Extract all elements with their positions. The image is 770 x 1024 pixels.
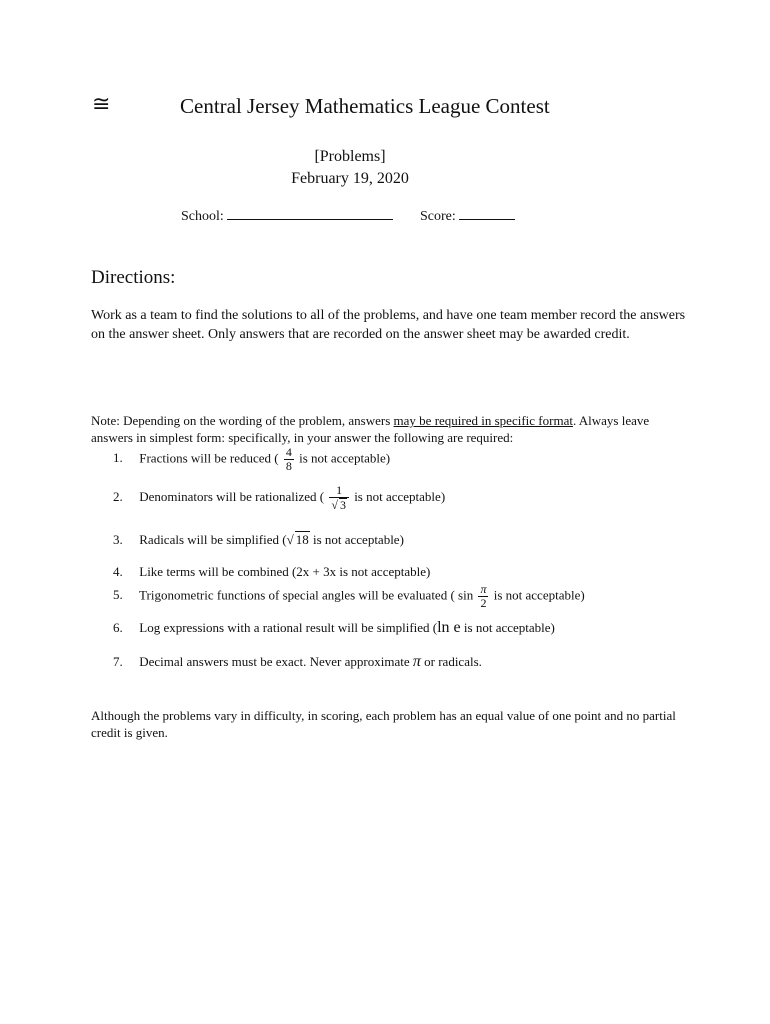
radical: √ 18 — [286, 532, 309, 547]
rule-text: Like terms will be combined (2x + 3x is not acceptable) — [139, 564, 431, 579]
rule-text: is not acceptable) — [299, 450, 391, 466]
pi-symbol: π — [412, 653, 421, 670]
congruence-symbol: ≅ — [92, 92, 111, 117]
rule-item — [113, 531, 404, 548]
fraction — [284, 446, 294, 473]
radicand: 3 — [339, 498, 346, 512]
fraction-denominator: √ 3 — [331, 498, 346, 512]
fraction-numerator: π — [480, 582, 487, 596]
rule-number: 1. — [113, 450, 123, 466]
school-label: School: — [181, 209, 224, 224]
fraction — [478, 583, 488, 610]
rule-number: 2. — [113, 488, 123, 504]
rule-text: is not acceptable) — [493, 587, 585, 603]
directions-intro: Work as a team to find the solutions to all of the problems, and have one team member record the answers on the answer sheet. Only answers that are recorded on the answer sheet may be awarded credit. — [91, 308, 686, 342]
trig-function: sin — [458, 587, 474, 603]
rule-item — [113, 446, 390, 473]
rule-text: Trigonometric functions of special angles will be evaluated ( — [139, 587, 455, 603]
rule-text: is not acceptable) — [460, 620, 555, 635]
fraction-numerator: 4 — [285, 445, 292, 459]
rule-text: is not acceptable) — [354, 488, 446, 504]
rule-text: Decimal answers must be exact. Never approximate — [139, 654, 413, 669]
rule-number: 3. — [113, 532, 123, 547]
fraction-numerator: 1 — [329, 484, 349, 498]
rule-item — [113, 619, 555, 637]
score-field[interactable] — [420, 207, 515, 225]
note-paragraph — [91, 412, 691, 446]
radicand: 18 — [295, 532, 309, 547]
score-blank[interactable] — [459, 207, 515, 220]
rule-text: Denominators will be rationalized ( — [139, 488, 325, 504]
school-blank[interactable] — [227, 207, 393, 220]
score-label: Score: — [420, 209, 456, 224]
fraction-denominator: 2 — [480, 596, 487, 610]
rule-item — [113, 484, 445, 512]
subtitle: [Problems] — [314, 148, 386, 165]
rule-text: Fractions will be reduced ( — [139, 450, 279, 466]
rule-item — [113, 564, 430, 580]
directions-heading: Directions: — [91, 267, 176, 288]
rule-text: Log expressions with a rational result will be simplified ( — [139, 620, 438, 635]
page-title: Central Jersey Mathematics League Contest — [180, 94, 550, 118]
fraction — [329, 484, 349, 512]
school-field[interactable] — [181, 207, 393, 225]
rule-text: is not acceptable) — [309, 532, 404, 547]
note-suffix: . Always leave answers in simplest form: specifically, in your answer the following are required: — [91, 413, 650, 445]
rule-number: 7. — [113, 654, 123, 669]
closing-paragraph: Although the problems vary in difficulty, in scoring, each problem has an equal value of one point and no partial credit is given. — [91, 708, 676, 740]
rule-number: 5. — [113, 587, 123, 603]
rule-number: 4. — [113, 564, 123, 579]
rule-text: or radicals. — [420, 654, 482, 669]
log-expression: ln e — [437, 619, 461, 636]
fraction-denominator: 8 — [285, 459, 292, 473]
rule-item — [113, 653, 482, 671]
rule-item — [113, 583, 585, 610]
rule-number: 6. — [113, 620, 123, 635]
note-prefix: Note: Depending on the wording of the problem, answers — [91, 413, 394, 428]
rule-text: Radicals will be simplified ( — [139, 532, 287, 547]
note-underlined: may be required in specific format — [393, 413, 573, 428]
contest-date: February 19, 2020 — [291, 170, 409, 187]
